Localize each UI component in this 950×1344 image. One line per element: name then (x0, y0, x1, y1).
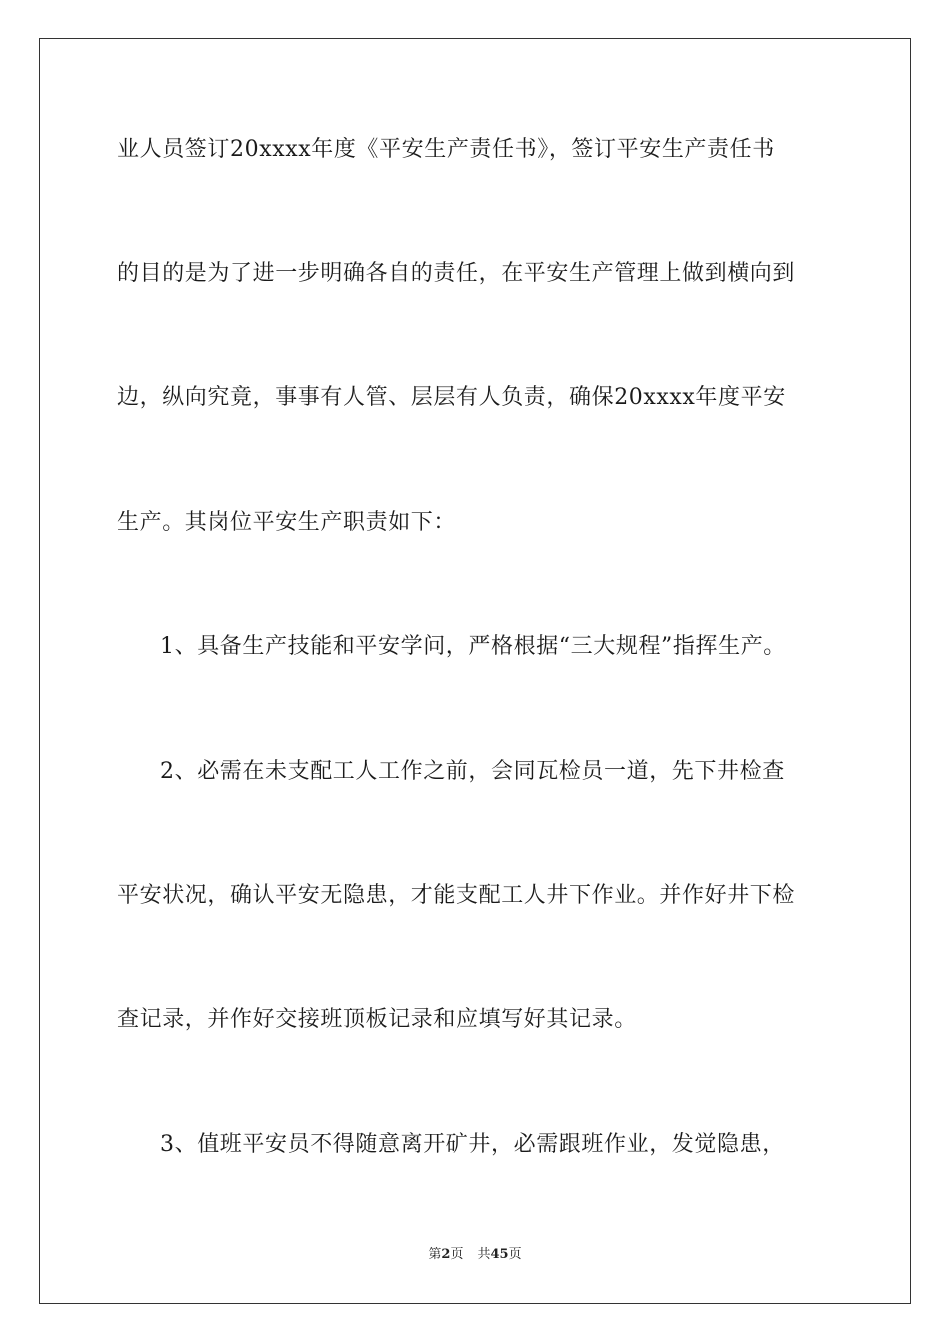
total-label-suffix: 页 (508, 1247, 522, 1262)
text-line: 边，纵向究竟，事事有人管、层层有人负责，确保20xxxx年度平安 (117, 385, 786, 410)
page-label-suffix: 页 (450, 1247, 464, 1262)
page-label-prefix: 第 (428, 1247, 442, 1262)
page-number: 2 (441, 1247, 451, 1262)
text-line: 生产。其岗位平安生产职责如下： (117, 510, 457, 535)
total-pages: 45 (490, 1247, 509, 1262)
list-item-2: 2、必需在未支配工人工作之前，会同瓦检员一道，先下井检查 (160, 759, 785, 784)
list-item-1: 1、具备生产技能和平安学问，严格根据“三大规程”指挥生产。 (160, 634, 786, 659)
text-line: 的目的是为了进一步明确各自的责任，在平安生产管理上做到横向到 (117, 261, 796, 286)
text-line: 平安状况，确认平安无隐患，才能支配工人井下作业。并作好井下检 (117, 883, 796, 908)
text-line: 查记录，并作好交接班顶板记录和应填写好其记录。 (117, 1007, 637, 1032)
text-line: 业人员签订20xxxx年度《平安生产责任书》，签订平安生产责任书 (117, 137, 775, 162)
page-footer (0, 1246, 950, 1264)
list-item-3: 3、值班平安员不得随意离开矿井，必需跟班作业，发觉隐患， (160, 1132, 785, 1157)
total-label-prefix: 共 (477, 1247, 491, 1262)
page-border (39, 38, 911, 1304)
